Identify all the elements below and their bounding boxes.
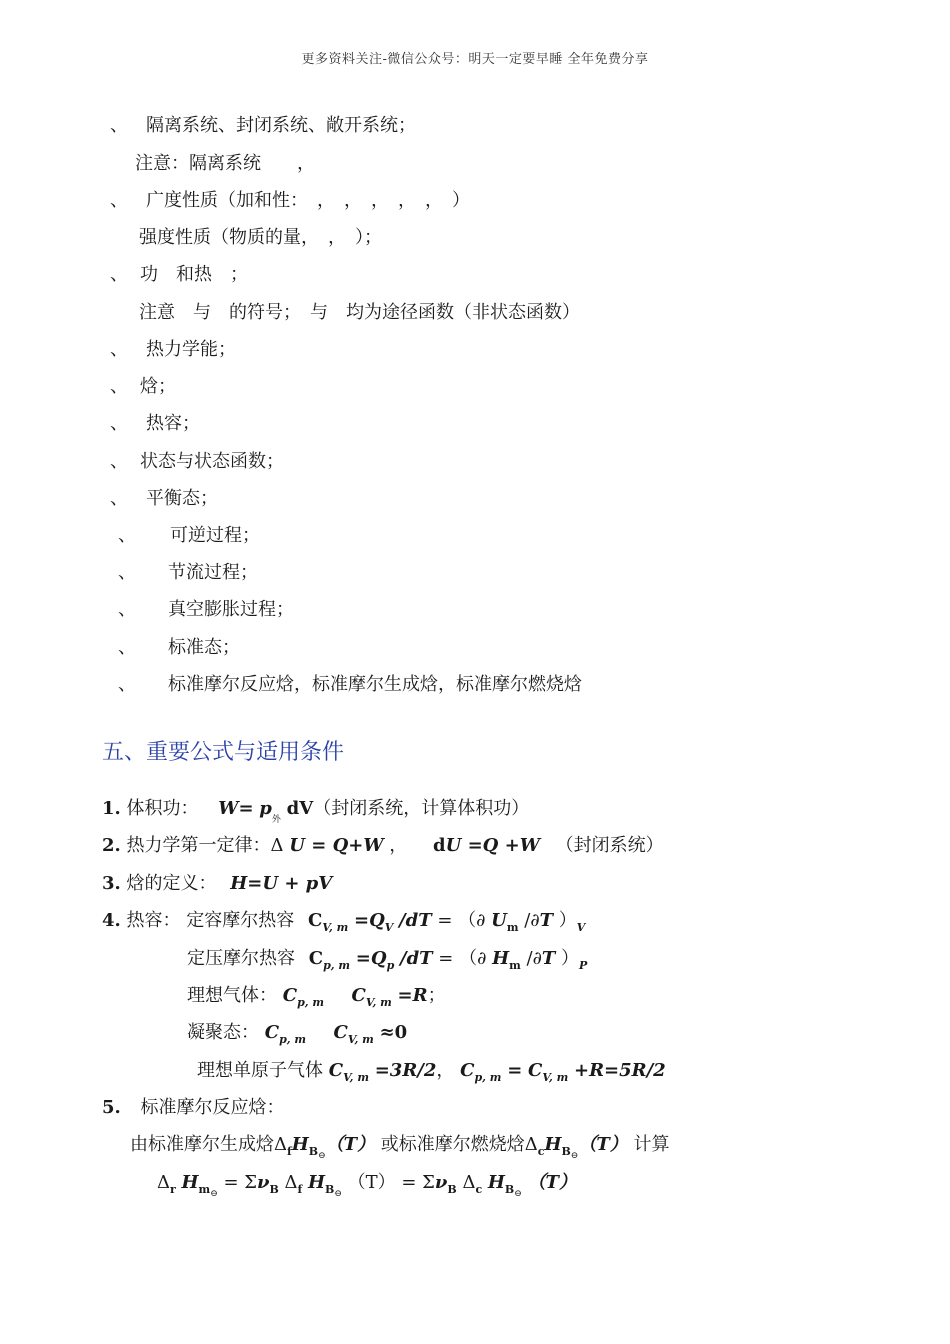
formula-condensed: 凝聚态： $C_{p, m}$ $C_{V, m} \approx 0$ bbox=[187, 1022, 408, 1046]
list-item: 、 节流过程； bbox=[118, 562, 258, 583]
list-item: 、 平衡态； bbox=[110, 488, 218, 509]
formula-reaction-enthalpy-title: 5. 标准摩尔反应焓： bbox=[102, 1097, 285, 1118]
formula-first-law: 2. 热力学第一定律：Δ U = Q+W ， dU =Q +W （封闭系统） bbox=[102, 835, 664, 856]
list-item: 、 焓； bbox=[110, 376, 176, 397]
formula-heat-capacity-cp: 定压摩尔热容 $C_{p, m} =Q_p$ /dT = （∂ $H_m$ /∂T ）$_P$ bbox=[187, 948, 588, 972]
formula-reaction-enthalpy-eq: $\Delta_r$ $H_{m⊖} = \Sigma\nu_B$ $\Delta_f$ $H_{B⊖}$ $(T) = \Sigma\nu_B$ $\Delta_c$ $H_{B⊖}$ （T） bbox=[157, 1172, 577, 1199]
formula-volume-work: 1. 体积功： $W= p_外$ dV（封闭系统，计算体积功） bbox=[102, 798, 530, 825]
page-header: 更多资料关注-微信公众号：明天一定要早睡 全年免费分享 bbox=[301, 52, 649, 67]
list-item: 、 标准摩尔反应焓，标准摩尔生成焓，标准摩尔燃烧焓 bbox=[118, 674, 582, 695]
section-heading: 五、重要公式与适用条件 bbox=[102, 740, 345, 765]
formula-ideal-gas: 理想气体： $C_{p, m}$ $C_{V, m} =R$； bbox=[187, 985, 446, 1009]
formula-heat-capacity-cv: 4. 热容： 定容摩尔热容 $C_{V, m} =Q_V$ /dT = （∂ $U_m$ /∂T ）$_V$ bbox=[102, 910, 586, 934]
list-item: 、 真空膨胀过程； bbox=[118, 599, 294, 620]
list-item: 注意 与 的符号； 与 均为途径函数（非状态函数） bbox=[139, 302, 580, 323]
list-item: 、 标准态； bbox=[118, 637, 240, 658]
list-item: 、 热力学能； bbox=[110, 339, 236, 360]
list-item: 、 隔离系统、封闭系统、敞开系统； bbox=[110, 115, 416, 136]
list-item: 强度性质（物质的量， ， ）； bbox=[139, 227, 382, 248]
list-item: 注意：隔离系统 ， bbox=[135, 153, 315, 174]
formula-monoatomic: 理想单原子气体 $C_{V, m} =3R/2$， $C_{p, m} = C_{V, m} +R=5R/2$ bbox=[197, 1060, 666, 1084]
list-item: 、 状态与状态函数； bbox=[110, 451, 284, 472]
list-item: 、 功 和热 ； bbox=[110, 264, 248, 285]
list-item: 、 可逆过程； bbox=[118, 525, 260, 546]
list-item: 、 广度性质（加和性： ， ， ， ， ， ） bbox=[110, 190, 470, 211]
formula-enthalpy: 3. 焓的定义： H=U + pV bbox=[102, 873, 333, 894]
list-item: 、 热容； bbox=[110, 413, 200, 434]
formula-reaction-enthalpy-desc: 由标准摩尔生成焓$\Delta_fH_{B⊖}(T)$ 或标准摩尔燃烧焓$\Delta_cH_{B⊖}(T)$ 计算 bbox=[130, 1134, 670, 1161]
